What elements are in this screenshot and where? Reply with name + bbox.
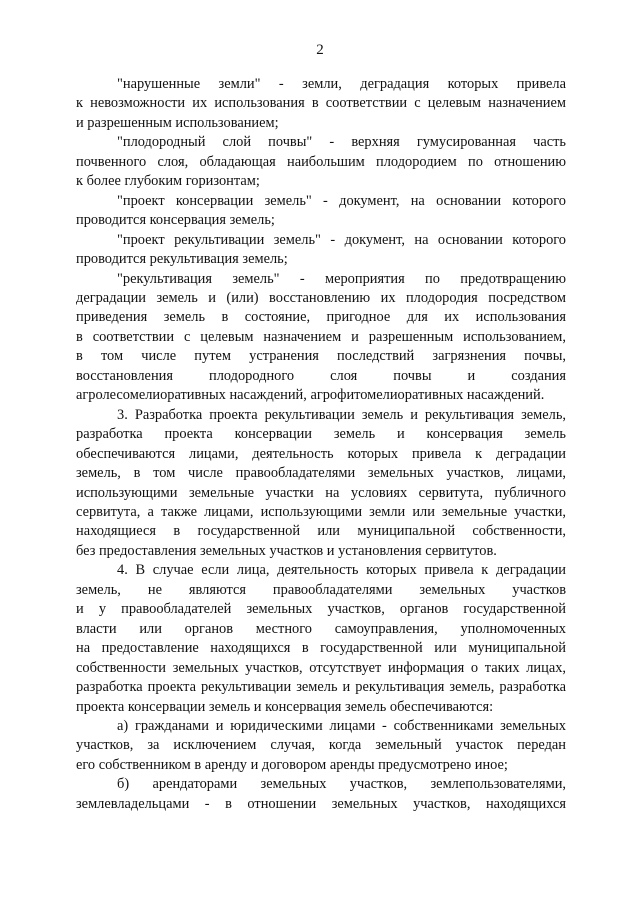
text-line: сервитута, а также лицами, использующими земли или земельные участки, [76,503,566,520]
text-line: проекта консервации земель и консервация земель обеспечиваются: [76,698,494,715]
paragraph [76,406,566,562]
text-line: земель, не являются правообладателями земельных участков [76,581,566,598]
paragraph [76,775,566,814]
text-line: в соответствии с целевым назначением и разрешенным использованием, [76,328,566,345]
text-line: восстановления плодородного слоя почвы и создания [76,367,566,384]
text-line: агролесомелиоративных насаждений, агрофитомелиоративных насаждений. [76,387,545,404]
paragraph [76,133,566,191]
text-line: 4. В случае если лица, деятельность которых привела к деградации [117,562,566,579]
text-line: приведения земель в состояние, пригодное для их использования [76,309,566,326]
paragraph [76,192,566,231]
page-number: 2 [316,42,324,58]
text-line: и разрешенным использованием; [76,114,279,131]
text-line: а) гражданами и юридическими лицами - собственниками земельных [117,717,566,734]
paragraph [76,717,566,775]
text-line: находящиеся в государственной или муниципальной собственности, [76,523,566,540]
document-body [76,75,566,814]
paragraph [76,270,566,406]
text-line: собственности земельных участков, отсутствует информация о таких лицах, [76,659,566,676]
text-line: проводится рекультивация земель; [76,251,288,268]
text-line: к невозможности их использования в соответствии с целевым назначением [76,95,566,112]
text-line: разработка проекта рекультивации земель и рекультивация земель, разработка [76,679,566,696]
text-line: без предоставления земельных участков и установления сервитутов. [76,542,497,559]
paragraph [76,561,566,717]
text-line: на предоставление находящихся в государственной или муниципальной [76,640,566,657]
text-line: земель, в том числе правообладателями земельных участков, лицами, [76,465,566,482]
text-line: власти или органов местного самоуправления, уполномоченных [76,620,566,637]
text-line: обеспечиваются лицами, деятельность которых привела к деградации [76,445,566,462]
text-line: использующими земельные участки на условиях сервитута, публичного [76,484,566,501]
text-line: "плодородный слой почвы" - верхняя гумусированная часть [117,134,566,151]
text-line: землевладельцами - в отношении земельных участков, находящихся [76,795,566,812]
text-line: к более глубоким горизонтам; [76,173,260,190]
text-line: б) арендаторами земельных участков, землепользователями, [117,776,566,793]
text-line: "нарушенные земли" - земли, деградация которых привела [117,76,566,92]
text-line: деградации земель и (или) восстановлению их плодородия посредством [76,289,566,306]
text-line: почвенного слоя, обладающая наибольшим плодородием по отношению [76,153,566,170]
paragraph [76,231,566,270]
text-line: "рекультивация земель" - мероприятия по предотвращению [117,270,566,287]
text-line: 3. Разработка проекта рекультивации земель и рекультивация земель, [117,406,566,423]
text-line: "проект рекультивации земель" - документ, на основании которого [117,231,566,248]
text-line: и у правообладателей земельных участков, органов государственной [76,601,566,618]
text-line: его собственником в аренду и договором аренды предусмотрено иное; [76,756,508,773]
text-line: участков, за исключением случая, когда земельный участок передан [76,737,566,754]
text-line: в том числе путем устранения последствий загрязнения почвы, [76,348,566,365]
text-line: проводится консервация земель; [76,212,275,229]
paragraph [76,75,566,133]
text-line: "проект консервации земель" - документ, на основании которого [117,192,566,209]
text-line: разработка проекта консервации земель и консервация земель [76,426,566,443]
